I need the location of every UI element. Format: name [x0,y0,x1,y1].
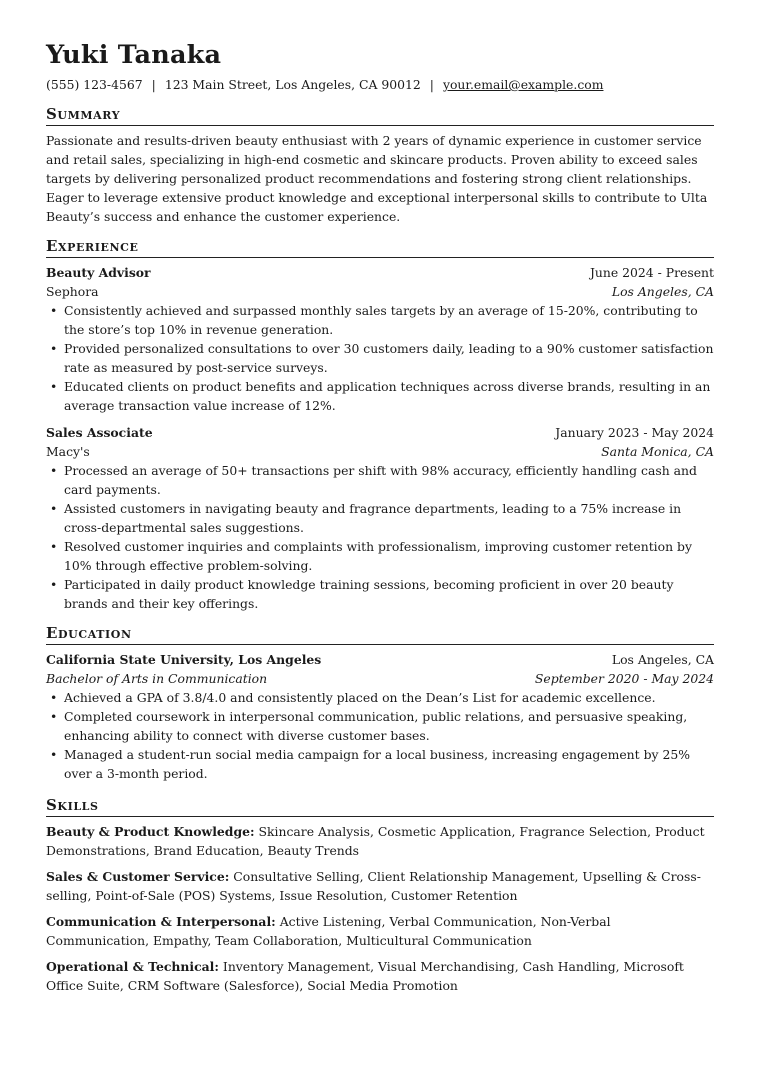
bullet-text: Educated clients on product benefits and application techniques across diverse brands, resulting in an average transaction value increase of 12%. [64,379,711,413]
skill-list: Active Listening, Verbal Communication, Non-Verbal Communication, Empathy, Team Collaboration, Multicultural Communication [46,914,611,948]
list-item [46,745,714,783]
bullet-icon: • [50,690,58,705]
skill-group [46,957,714,995]
bullet-icon: • [50,539,58,554]
job-company: Sephora [46,284,99,299]
skill-label: Operational & Technical: [46,959,219,974]
list-item [46,575,714,613]
job-dates: June 2024 - Present [589,265,714,280]
skills-section [46,795,714,995]
list-item [46,377,714,415]
degree: Bachelor of Arts in Communication [46,671,268,686]
job-entry [46,263,714,415]
bullet-icon: • [50,747,58,762]
bullet-icon: • [50,341,58,356]
job-bullets [46,301,714,415]
bullet-text: Processed an average of 50+ transactions per shift with 98% accuracy, efficiently handling cash and card payments. [64,463,697,497]
education-section [46,623,714,783]
bullet-text: Completed coursework in interpersonal communication, public relations, and persuasive speaking, enhancing ability to connect with diverse customer bases. [64,709,688,743]
list-item [46,688,714,707]
bullet-text: Provided personalized consultations to over 30 customers daily, leading to a 90% customer satisfaction rate as measured by post-service surveys. [64,341,714,375]
school-name: California State University, Los Angeles [46,652,322,667]
skill-list: Skincare Analysis, Cosmetic Application, Fragrance Selection, Product Demonstrations, Brand Education, Beauty Trends [46,824,705,858]
job-bullets [46,461,714,613]
bullet-text: Assisted customers in navigating beauty and fragrance departments, leading to a 75% increase in cross-departmental sales suggestions. [64,501,682,535]
section-heading-skills: Skills [46,795,714,817]
summary-section [46,104,714,226]
list-item [46,499,714,537]
list-item [46,707,714,745]
school-location: Los Angeles, CA [611,652,714,667]
skill-group [46,867,714,905]
section-heading-experience: Experience [46,236,714,258]
bullet-icon: • [50,303,58,318]
contact-separator: | [151,77,156,92]
candidate-name: Yuki Tanaka [46,40,222,70]
education-dates: September 2020 - May 2024 [534,671,714,686]
list-item [46,301,714,339]
summary-text: Passionate and results-driven beauty enthusiast with 2 years of dynamic experience in customer service and retail sales, specializing in high-end cosmetic and skincare products. Proven ability to exceed sales targets by delivering personalized product recommendations and fostering strong client relationships. Eager to leverage extensive product knowledge and exceptional interpersonal skills to contribute to Ulta Beauty’s success and enhance the customer experience. [46,133,708,224]
bullet-text: Participated in daily product knowledge training sessions, becoming proficient in over 20 beauty brands and their key offerings. [64,577,674,611]
job-role: Beauty Advisor [46,265,151,280]
bullet-icon: • [50,501,58,516]
section-heading-education: Education [46,623,714,645]
contact-separator: | [429,77,434,92]
experience-section [46,236,714,613]
bullet-icon: • [50,463,58,478]
job-location: Santa Monica, CA [601,444,714,459]
job-role: Sales Associate [46,425,153,440]
skill-label: Sales & Customer Service: [46,869,230,884]
education-subheader [46,669,714,688]
job-subheader [46,442,714,461]
section-heading-summary: Summary [46,104,714,126]
job-company: Macy's [46,444,90,459]
list-item [46,339,714,377]
bullet-icon: • [50,709,58,724]
contact-line [46,76,714,94]
address: 123 Main Street, Los Angeles, CA 90012 [164,77,421,92]
skill-list: Inventory Management, Visual Merchandising, Cash Handling, Microsoft Office Suite, CRM Software (Salesforce), Social Media Promotion [46,959,684,993]
skill-label: Communication & Interpersonal: [46,914,276,929]
education-header [46,650,714,669]
job-header [46,423,714,442]
job-location: Los Angeles, CA [611,284,714,299]
bullet-text: Consistently achieved and surpassed monthly sales targets by an average of 15-20%, contributing to the store’s top 10% in revenue generation. [64,303,698,337]
bullet-icon: • [50,379,58,394]
job-subheader [46,282,714,301]
bullet-icon: • [50,577,58,592]
phone-number: (555) 123-4567 [46,77,143,92]
email-link[interactable]: your.email@example.com [442,77,604,92]
bullet-text: Managed a student-run social media campaign for a local business, increasing engagement by 25% over a 3-month period. [64,747,690,781]
skill-list: Consultative Selling, Client Relationship Management, Upselling & Cross-selling, Point-of-Sale (POS) Systems, Issue Resolution, Customer Retention [46,869,701,903]
bullet-text: Achieved a GPA of 3.8/4.0 and consistently placed on the Dean’s List for academic excellence. [64,690,656,705]
skill-group [46,822,714,860]
job-header [46,263,714,282]
skill-label: Beauty & Product Knowledge: [46,824,255,839]
education-bullets [46,688,714,783]
list-item [46,537,714,575]
job-entry [46,423,714,613]
job-dates: January 2023 - May 2024 [555,425,714,440]
list-item [46,461,714,499]
skill-group [46,912,714,950]
bullet-text: Resolved customer inquiries and complaints with professionalism, improving customer retention by 10% through effective problem-solving. [64,539,692,573]
